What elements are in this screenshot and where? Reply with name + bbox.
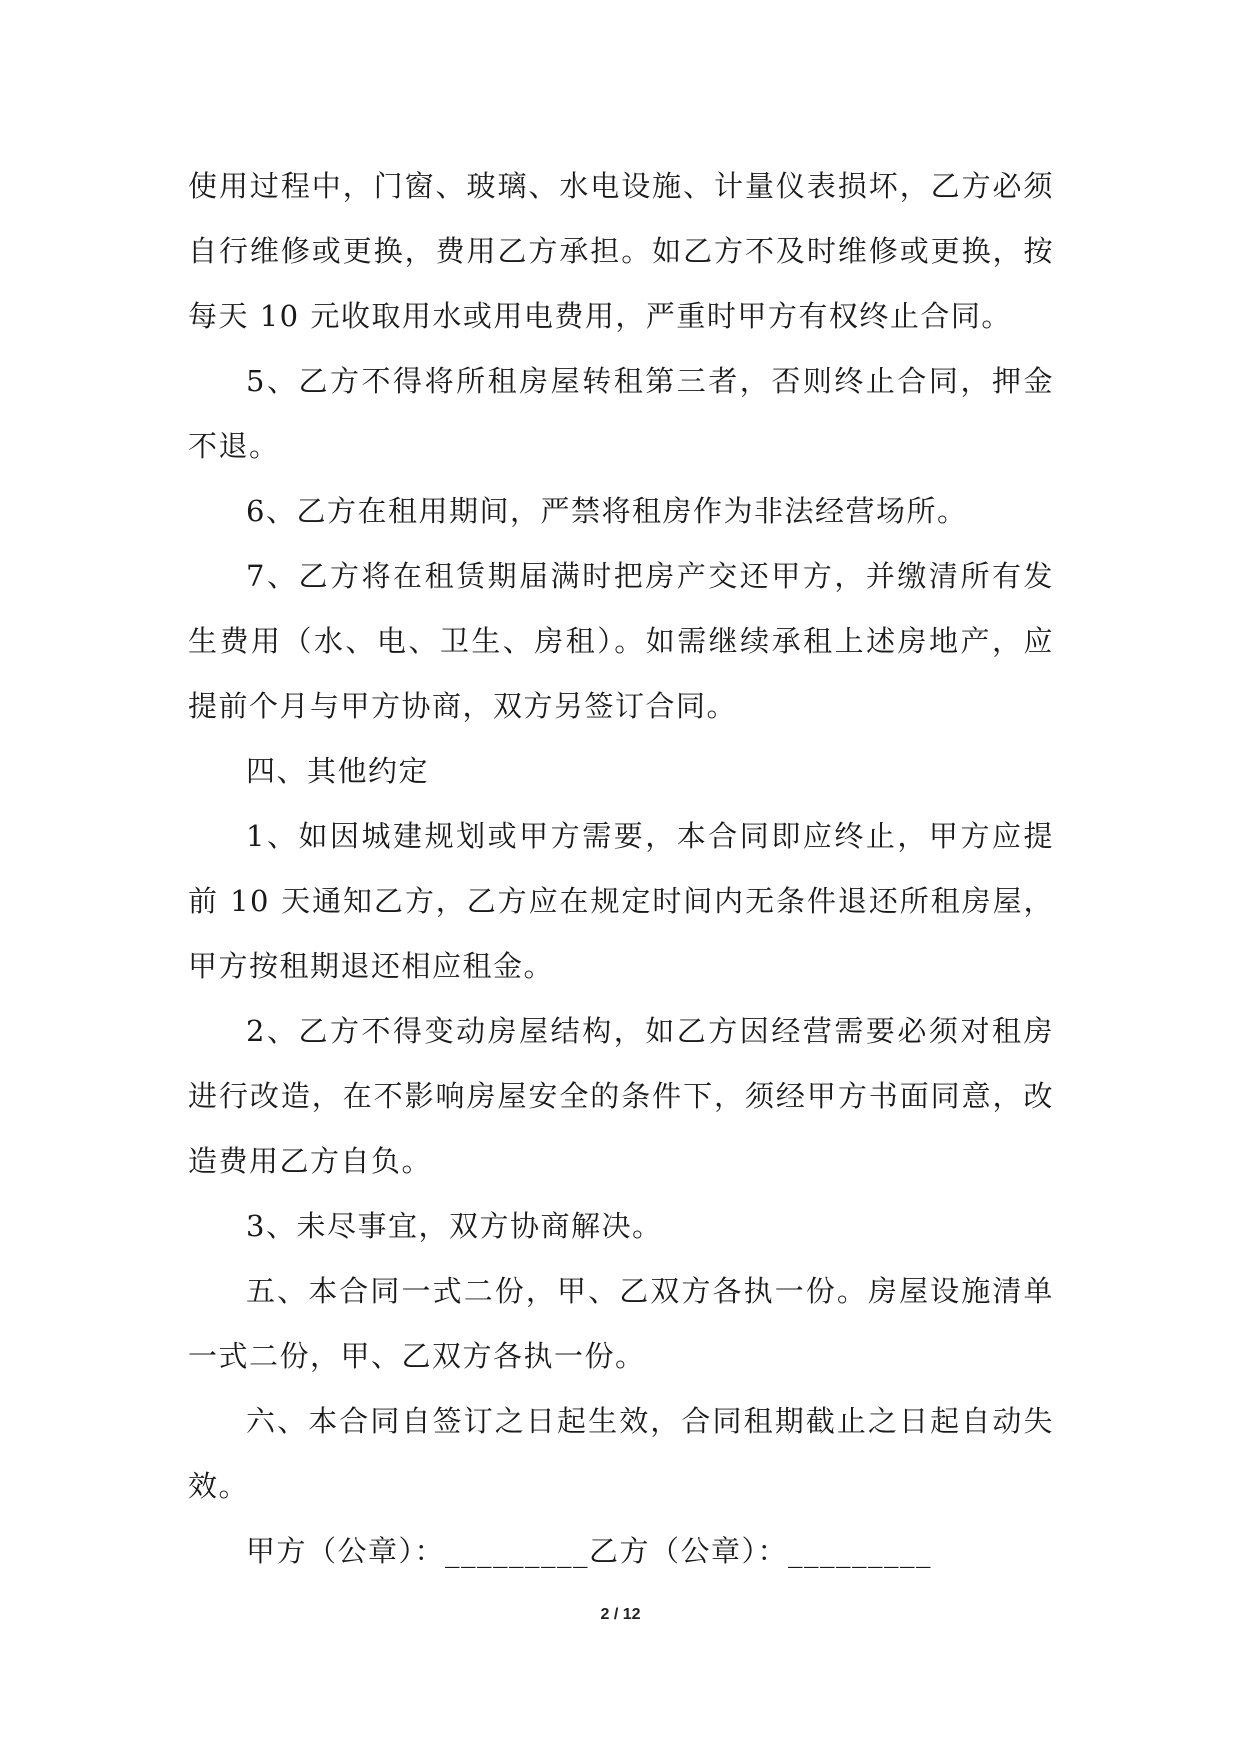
section-4-heading: 四、其他约定 [246,754,430,788]
paragraph-usage-repairs: 使用过程中，门窗、玻璃、水电设施、计量仪表损坏，乙方必须自行维修或更换，费用乙方承担。如乙方不及时维修或更换，按每天 10 元收取用水或用电费用，严重时甲方有权终止合同。 [188,169,1054,333]
section-4-clause-2: 2、乙方不得变动房屋结构，如乙方因经营需要必须对租房进行改造，在不影响房屋安全的条件下，须经甲方书面同意，改造费用乙方自负。 [188,1014,1054,1178]
page-number: 2 / 12 [600,1606,641,1623]
section-6-effective: 六、本合同自签订之日起生效，合同租期截止之日起自动失效。 [188,1404,1054,1503]
clause-6-no-illegal-business: 6、乙方在租用期间，严禁将租房作为非法经营场所。 [246,494,968,528]
signature-line: 甲方（公章）：_________乙方（公章）：_________ [246,1534,933,1568]
clause-5-no-sublet: 5、乙方不得将所租房屋转租第三者，否则终止合同，押金不退。 [188,364,1054,463]
clause-7-lease-expiry: 7、乙方将在租赁期届满时把房产交还甲方，并缴清所有发生费用（水、电、卫生、房租）。如需继续承租上述房地产，应提前个月与甲方协商，双方另签订合同。 [188,559,1054,723]
section-4-clause-3: 3、未尽事宜，双方协商解决。 [246,1209,663,1243]
section-5-copies: 五、本合同一式二份，甲、乙双方各执一份。房屋设施清单一式二份，甲、乙双方各执一份。 [188,1274,1054,1373]
section-4-clause-1: 1、如因城建规划或甲方需要，本合同即应终止，甲方应提前 10 天通知乙方，乙方应在规定时间内无条件退还所租房屋，甲方按租期退还相应租金。 [188,819,1054,983]
document-body [188,154,1054,1584]
